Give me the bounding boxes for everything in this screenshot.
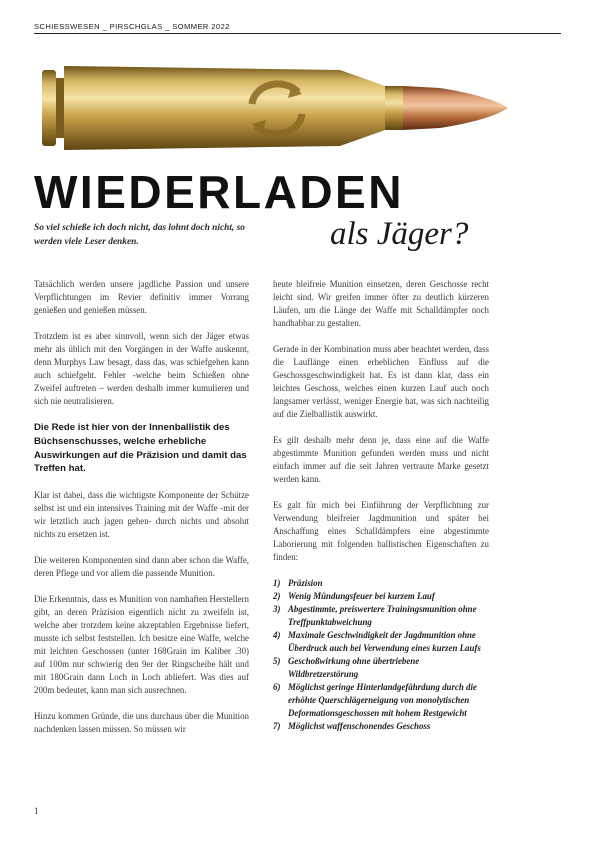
bullet-projectile — [403, 86, 508, 130]
paragraph: Die Erkenntnis, dass es Munition von namhaften Herstellern gibt, an deren Präzision eigentlich nicht zu zweifeln ist, welche aber trotzdem keine akzeptablen Ergebnisse liefert, musste ich selbst feststellen. Ich besitze eine Waffe, welche mit leichten Geschossen (unter 168Grain im Kaliber .30) auf 100m nur schwierig den 9er der Ringscheibe hält und mit 180Grain dann Loch in Loch abliefert. Was dies auf 200m bedeutet, kann man sich ausrechnen. — [34, 594, 249, 696]
list-number: 6) — [273, 682, 281, 692]
left-column — [34, 278, 249, 749]
paragraph: heute bleifreie Munition einsetzen, deren Geschosse recht leicht sind. Wir greifen immer öfter zu deutlich kürzeren Läufen, um die Länge der Waffe mit Schalldämpfer noch handhabbar zu gestalten. — [273, 279, 489, 328]
paragraph: Gerade in der Kombination muss aber beachtet werden, dass die Lauflänge einen erheblichen Einfluss auf die Geschossgeschwindigkeit hat. Es ist dann klar, dass ein leichtes Geschoss, welches einen kurzen Lauf auch noch langsamer verlässt, weniger Energie hat, was sich nachteilig auf die Zielballistik auswirkt. — [273, 344, 489, 419]
list-item — [273, 720, 489, 733]
lead-paragraph: Die Rede ist hier von der Innenballistik des Büchsenschusses, welche erhebliche Auswirkungen auf die Präzision und damit das Treffen hat. — [34, 422, 247, 475]
page-number: 1 — [34, 806, 39, 816]
list-text: Geschoßwirkung ohne übertriebene Wildbretzerstörung — [288, 656, 420, 679]
list-number: 7) — [273, 721, 281, 731]
paragraph: Die weiteren Komponenten sind dann aber schon die Waffe, deren Pflege und vor allem die passende Munition. — [34, 555, 249, 579]
list-item — [273, 629, 489, 655]
list-text: Wenig Mündungsfeuer bei kurzem Lauf — [288, 591, 435, 601]
list-item — [273, 655, 489, 681]
list-number: 2) — [273, 591, 281, 601]
list-number: 5) — [273, 656, 281, 666]
list-number: 1) — [273, 578, 281, 588]
list-number: 3) — [273, 604, 281, 614]
list-number: 4) — [273, 630, 281, 640]
paragraph: Klar ist dabei, dass die wichtigste Komponente der Schütze selbst ist und ein intensives Training mit der Waffe -mit der wir letztlich auch jagen gehen- durch nichts und absolut nichts zu ersetzen ist. — [34, 490, 249, 540]
list-text: Maximale Geschwindigkeit der Jagdmunition ohne Überdruck auch bei Verwendung eines kurzen Laufs — [288, 630, 481, 653]
list-item — [273, 577, 489, 590]
header-rule — [34, 33, 561, 34]
list-item — [273, 681, 489, 720]
cartridge-illustration — [40, 52, 510, 164]
right-column — [273, 278, 489, 733]
paragraph: Tatsächlich werden unsere jagdliche Passion und unsere Verpflichtungen im Revier definitiv immer Vorrang genießen und genießen müssen. — [34, 279, 249, 315]
list-text: Möglichst waffenschonendes Geschoss — [288, 721, 431, 731]
paragraph: Es galt für mich bei Einführung der Verpflichtung zur Verwendung bleifreier Jagdmunition und später bei Anschaffung eines Schalldämpfers eine abgestimmte Laborierung mit folgenden ballistischen Eigenschaften zu finden: — [273, 500, 489, 562]
article-teaser: So viel schieße ich doch nicht, das lohnt doch nicht, so werden viele Leser denken. — [34, 223, 245, 247]
paragraph: Es gilt deshalb mehr denn je, dass eine auf die Waffe abgestimmte Munition gefunden werden muss und nicht einfach immer auf die seit Jahren vertraute Marke gesetzt werden kann. — [273, 435, 489, 484]
cartridge-case — [42, 66, 403, 150]
paragraph: Hinzu kommen Gründe, die uns durchaus über die Munition nachdenken lassen müssen. So müssen wir — [34, 711, 249, 735]
article-title: WIEDERLADEN — [34, 166, 404, 218]
running-header: SCHIESSWESEN _ PIRSCHGLAS _ SOMMER 2022 — [34, 22, 230, 31]
list-text: Abgestimmte, preiswertere Trainingsmunition ohne Treffpunktabweichung — [288, 604, 477, 627]
list-text: Präzision — [288, 578, 323, 588]
list-text: Möglichst geringe Hinterlandgefährdung durch die erhöhte Querschlägerneigung von monolytischen Deformationsgeschossen mit hohem Restgewicht — [288, 682, 477, 718]
list-item — [273, 590, 489, 603]
requirements-list — [273, 577, 489, 733]
article-subtitle: als Jäger? — [330, 216, 469, 252]
list-item — [273, 603, 489, 629]
paragraph: Trotzdem ist es aber sinnvoll, wenn sich der Jäger etwas mehr als üblich mit den Vorgängen in der Waffe auskennt, denn Murphys Law besagt, dass das, was schiefgehen kann auch schiefgeht. Fehler -welche beim Schießen ohne Zweifel auftreten – werden deshalb immer kumulieren und sich nie neutralisieren. — [34, 331, 249, 406]
